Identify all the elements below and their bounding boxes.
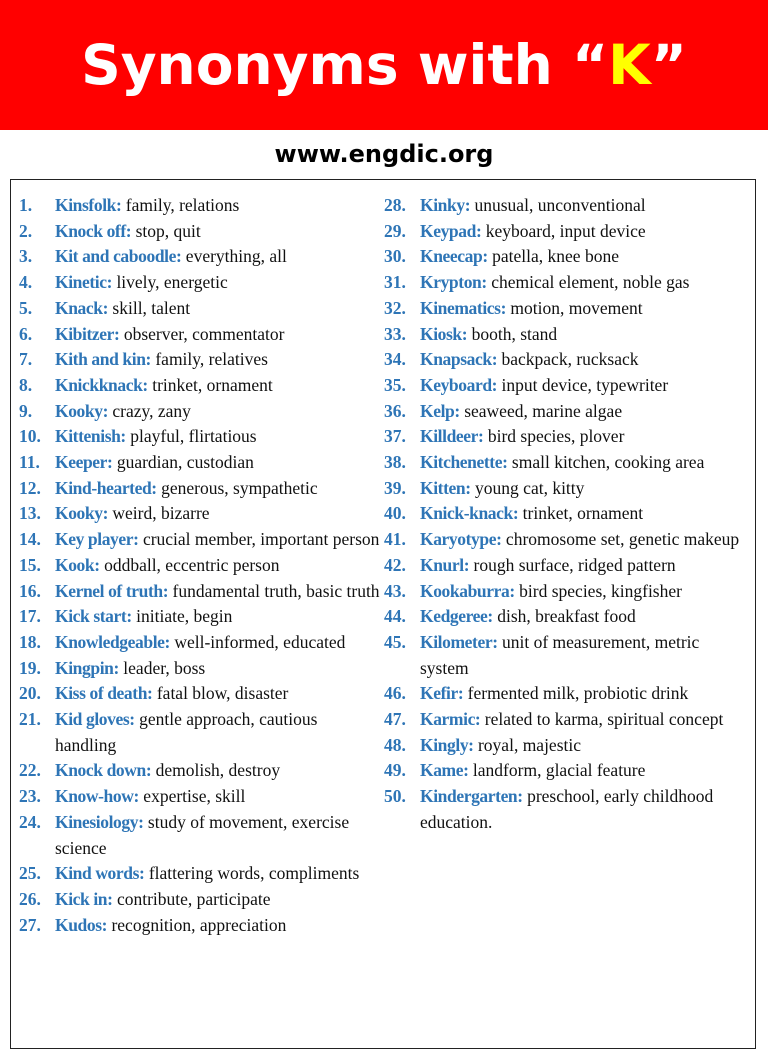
list-item — [19, 373, 381, 399]
item-number: 35. — [384, 374, 406, 395]
item-number: 1. — [19, 195, 33, 215]
item-text — [420, 707, 746, 733]
item-number: 8. — [19, 374, 33, 395]
item-definition: skill, talent — [108, 297, 191, 318]
item-term: Karmic: — [420, 709, 481, 730]
item-definition: landform, glacial feature — [468, 760, 646, 781]
item-text — [55, 476, 381, 502]
item-term: Kooky: — [55, 400, 109, 421]
list-item — [384, 476, 746, 502]
title-banner — [0, 0, 768, 130]
item-term: Kilometer: — [420, 631, 498, 652]
list-item — [384, 193, 746, 219]
list-item — [19, 476, 381, 502]
list-item — [19, 244, 381, 270]
item-term: Kinematics: — [420, 297, 506, 318]
list-item — [384, 579, 746, 605]
item-number: 25. — [19, 863, 41, 884]
item-text — [55, 296, 381, 322]
item-text — [420, 450, 746, 476]
item-term: Kittenish: — [55, 426, 126, 447]
item-number: 28. — [384, 195, 406, 215]
item-definition: bird species, plover — [483, 426, 625, 447]
list-item — [19, 861, 381, 887]
item-definition: bird species, kingfisher — [514, 580, 682, 601]
item-term: Knack: — [55, 297, 109, 318]
item-number: 3. — [19, 246, 33, 267]
title-close: ” — [650, 33, 687, 97]
item-term: Kefir: — [420, 683, 464, 704]
item-text — [420, 296, 746, 322]
list-item — [19, 527, 381, 553]
item-term: Kick start: — [55, 606, 132, 627]
list-item — [19, 758, 381, 784]
item-text — [420, 476, 746, 502]
item-number: 39. — [384, 477, 406, 498]
item-number: 31. — [384, 272, 406, 293]
item-term: Keeper: — [55, 452, 113, 473]
item-text — [420, 322, 746, 348]
item-definition: royal, majestic — [473, 734, 582, 755]
item-definition: fatal blow, disaster — [152, 683, 289, 704]
item-text — [420, 399, 746, 425]
item-term: Killdeer: — [420, 426, 484, 447]
item-term: Kibitzer: — [55, 323, 120, 344]
item-number: 36. — [384, 400, 406, 421]
item-definition: chemical element, noble gas — [486, 272, 690, 293]
list-item — [384, 733, 746, 759]
item-text — [420, 784, 746, 835]
item-definition: oddball, eccentric person — [99, 554, 280, 575]
item-number: 44. — [384, 606, 406, 627]
item-definition: rough surface, ridged pattern — [469, 554, 676, 575]
list-item — [19, 707, 381, 758]
item-term: Kooky: — [55, 503, 109, 524]
item-definition: preschool, early childhood education. — [420, 786, 714, 832]
list-item — [384, 707, 746, 733]
item-text — [55, 219, 381, 245]
item-text — [420, 424, 746, 450]
item-number: 4. — [19, 272, 33, 293]
item-term: Kindergarten: — [420, 786, 523, 807]
item-number: 30. — [384, 246, 406, 267]
item-number: 16. — [19, 580, 41, 601]
title-letter: K — [608, 33, 651, 97]
item-text — [420, 579, 746, 605]
list-item — [384, 501, 746, 527]
item-term: Karyotype: — [420, 529, 502, 550]
item-definition: initiate, begin — [131, 606, 233, 627]
item-term: Knickknack: — [55, 374, 148, 395]
list-item — [384, 296, 746, 322]
item-text — [55, 347, 381, 373]
item-term: Knapsack: — [420, 349, 498, 370]
item-term: Kiss of death: — [55, 683, 153, 704]
item-number: 17. — [19, 606, 41, 627]
item-text — [55, 270, 381, 296]
item-definition: stop, quit — [131, 220, 201, 241]
item-term: Kid gloves: — [55, 709, 135, 730]
item-term: Knick-knack: — [420, 503, 519, 524]
item-definition: guardian, custodian — [112, 452, 254, 473]
item-term: Kitchenette: — [420, 452, 508, 473]
item-number: 43. — [384, 580, 406, 601]
list-item — [19, 347, 381, 373]
item-text — [55, 527, 381, 553]
item-number: 34. — [384, 349, 406, 370]
left-column — [19, 193, 381, 938]
item-number: 49. — [384, 760, 406, 781]
item-text — [55, 861, 381, 887]
item-number: 38. — [384, 452, 406, 473]
item-number: 2. — [19, 220, 33, 241]
item-text — [55, 322, 381, 348]
item-definition: backpack, rucksack — [497, 349, 639, 370]
list-item — [384, 219, 746, 245]
item-text — [55, 501, 381, 527]
item-text — [55, 887, 381, 913]
list-item — [384, 424, 746, 450]
item-text — [55, 913, 381, 939]
item-term: Kit and caboodle: — [55, 246, 182, 267]
item-number: 9. — [19, 400, 33, 421]
list-item — [19, 296, 381, 322]
list-item — [384, 399, 746, 425]
item-term: Kame: — [420, 760, 469, 781]
item-definition: generous, sympathetic — [156, 477, 318, 498]
item-text — [420, 681, 746, 707]
item-text — [55, 553, 381, 579]
item-text — [420, 604, 746, 630]
item-number: 29. — [384, 220, 406, 241]
item-number: 19. — [19, 657, 41, 678]
list-item — [384, 784, 746, 835]
item-definition: trinket, ornament — [518, 503, 644, 524]
list-item — [19, 913, 381, 939]
item-term: Kneecap: — [420, 246, 488, 267]
list-item — [19, 656, 381, 682]
item-text — [420, 244, 746, 270]
list-item — [19, 630, 381, 656]
item-definition: trinket, ornament — [147, 374, 273, 395]
item-term: Knock off: — [55, 220, 132, 241]
item-term: Kitten: — [420, 477, 471, 498]
item-definition: motion, movement — [506, 297, 643, 318]
item-term: Kook: — [55, 554, 100, 575]
item-term: Keypad: — [420, 220, 482, 241]
item-text — [420, 733, 746, 759]
list-item — [19, 424, 381, 450]
item-term: Kinky: — [420, 195, 471, 215]
item-number: 11. — [19, 452, 40, 473]
list-item — [384, 450, 746, 476]
item-definition: observer, commentator — [119, 323, 285, 344]
item-text — [55, 810, 381, 861]
item-definition: family, relations — [121, 195, 240, 215]
item-definition: patella, knee bone — [487, 246, 619, 267]
item-text — [420, 758, 746, 784]
item-definition: everything, all — [181, 246, 287, 267]
item-term: Kernel of truth: — [55, 580, 169, 601]
list-item — [19, 681, 381, 707]
item-text — [420, 630, 746, 681]
list-item — [384, 681, 746, 707]
item-text — [55, 604, 381, 630]
item-number: 27. — [19, 914, 41, 935]
item-number: 37. — [384, 426, 406, 447]
item-number: 32. — [384, 297, 406, 318]
item-term: Kind words: — [55, 863, 145, 884]
list-item — [19, 887, 381, 913]
item-number: 45. — [384, 631, 406, 652]
list-item — [19, 604, 381, 630]
item-definition: study of movement, exercise science — [55, 811, 350, 858]
item-text — [55, 656, 381, 682]
item-definition: related to karma, spiritual concept — [480, 709, 724, 730]
item-number: 23. — [19, 786, 41, 807]
item-text — [55, 758, 381, 784]
item-definition: expertise, skill — [138, 786, 246, 807]
list-item — [384, 373, 746, 399]
item-number: 20. — [19, 683, 41, 704]
item-term: Kedgeree: — [420, 606, 493, 627]
item-term: Kudos: — [55, 914, 108, 935]
item-text — [55, 193, 381, 219]
item-number: 10. — [19, 426, 41, 447]
item-definition: crazy, zany — [108, 400, 191, 421]
item-definition: small kitchen, cooking area — [507, 452, 705, 473]
item-term: Kookaburra: — [420, 580, 515, 601]
item-text — [420, 347, 746, 373]
item-number: 50. — [384, 786, 406, 807]
item-definition: booth, stand — [467, 323, 558, 344]
item-definition: recognition, appreciation — [107, 914, 287, 935]
list-item — [19, 810, 381, 861]
item-term: Keyboard: — [420, 374, 498, 395]
item-text — [55, 630, 381, 656]
item-number: 14. — [19, 529, 41, 550]
item-text — [55, 450, 381, 476]
item-term: Know-how: — [55, 786, 139, 807]
item-number: 41. — [384, 529, 406, 550]
item-definition: leader, boss — [118, 657, 206, 678]
item-text — [420, 219, 746, 245]
list-item — [384, 244, 746, 270]
list-item — [19, 219, 381, 245]
right-column — [384, 193, 746, 836]
item-term: Knurl: — [420, 554, 470, 575]
item-definition: fundamental truth, basic truth — [168, 580, 380, 601]
item-definition: family, relatives — [150, 349, 268, 370]
list-item — [19, 270, 381, 296]
list-item — [384, 630, 746, 681]
item-text — [420, 270, 746, 296]
item-term: Kinetic: — [55, 272, 113, 293]
list-item — [19, 399, 381, 425]
item-number: 47. — [384, 709, 406, 730]
website-label: www.engdic.org — [274, 140, 494, 168]
item-text — [420, 373, 746, 399]
item-number: 13. — [19, 503, 41, 524]
item-number: 21. — [19, 709, 41, 730]
item-definition: demolish, destroy — [151, 760, 281, 781]
item-number: 18. — [19, 631, 41, 652]
item-definition: weird, bizarre — [108, 503, 210, 524]
synonym-list-box — [10, 179, 756, 1049]
list-item — [19, 193, 381, 219]
item-definition: young cat, kitty — [470, 477, 585, 498]
item-text — [420, 501, 746, 527]
list-item — [19, 784, 381, 810]
list-item — [384, 270, 746, 296]
item-term: Kinsfolk: — [55, 195, 122, 215]
item-number: 22. — [19, 760, 41, 781]
list-item — [384, 604, 746, 630]
item-text — [55, 681, 381, 707]
item-text — [420, 527, 746, 553]
item-term: Kelp: — [420, 400, 460, 421]
item-text — [55, 707, 381, 758]
item-definition: flattering words, compliments — [144, 863, 360, 884]
item-definition: lively, energetic — [112, 272, 228, 293]
item-text — [55, 579, 381, 605]
item-number: 33. — [384, 323, 406, 344]
item-term: Kith and kin: — [55, 349, 151, 370]
item-text — [55, 399, 381, 425]
item-number: 48. — [384, 734, 406, 755]
item-number: 12. — [19, 477, 41, 498]
item-term: Kingly: — [420, 734, 474, 755]
list-item — [384, 322, 746, 348]
item-definition: keyboard, input device — [481, 220, 646, 241]
item-term: Kick in: — [55, 888, 113, 909]
item-number: 24. — [19, 811, 41, 832]
list-item — [19, 322, 381, 348]
item-definition: chromosome set, genetic makeup — [501, 529, 740, 550]
list-item — [384, 553, 746, 579]
title-main: Synonyms with “ — [81, 33, 609, 97]
item-definition: contribute, participate — [112, 888, 271, 909]
item-number: 6. — [19, 323, 33, 344]
item-definition: seaweed, marine algae — [459, 400, 623, 421]
item-number: 42. — [384, 554, 406, 575]
item-term: Key player: — [55, 529, 139, 550]
list-item — [19, 501, 381, 527]
item-text — [55, 373, 381, 399]
item-number: 7. — [19, 349, 33, 370]
item-definition: input device, typewriter — [497, 374, 669, 395]
page-title — [81, 33, 687, 97]
item-text — [420, 193, 746, 219]
item-term: Krypton: — [420, 272, 487, 293]
item-term: Kind-hearted: — [55, 477, 157, 498]
item-number: 5. — [19, 297, 33, 318]
item-number: 15. — [19, 554, 41, 575]
item-term: Knock down: — [55, 760, 152, 781]
item-term: Kiosk: — [420, 323, 468, 344]
list-item — [384, 347, 746, 373]
item-definition: gentle approach, cautious handling — [55, 709, 318, 755]
item-term: Kinesiology: — [55, 811, 144, 832]
list-item — [384, 527, 746, 553]
item-definition: playful, flirtatious — [125, 426, 257, 447]
item-text — [55, 424, 381, 450]
item-definition: unusual, unconventional — [470, 195, 646, 215]
item-definition: crucial member, important person — [138, 529, 380, 550]
item-number: 40. — [384, 503, 406, 524]
item-term: Knowledgeable: — [55, 631, 170, 652]
item-number: 26. — [19, 888, 41, 909]
list-item — [19, 450, 381, 476]
item-definition: fermented milk, probiotic drink — [463, 683, 689, 704]
list-item — [384, 758, 746, 784]
item-definition: dish, breakfast food — [492, 606, 636, 627]
item-text — [55, 784, 381, 810]
item-text — [55, 244, 381, 270]
list-item — [19, 553, 381, 579]
item-definition: unit of measurement, metric system — [420, 631, 700, 678]
item-term: Kingpin: — [55, 657, 119, 678]
item-definition: well-informed, educated — [169, 631, 346, 652]
item-text — [420, 553, 746, 579]
list-item — [19, 579, 381, 605]
item-number: 46. — [384, 683, 406, 704]
